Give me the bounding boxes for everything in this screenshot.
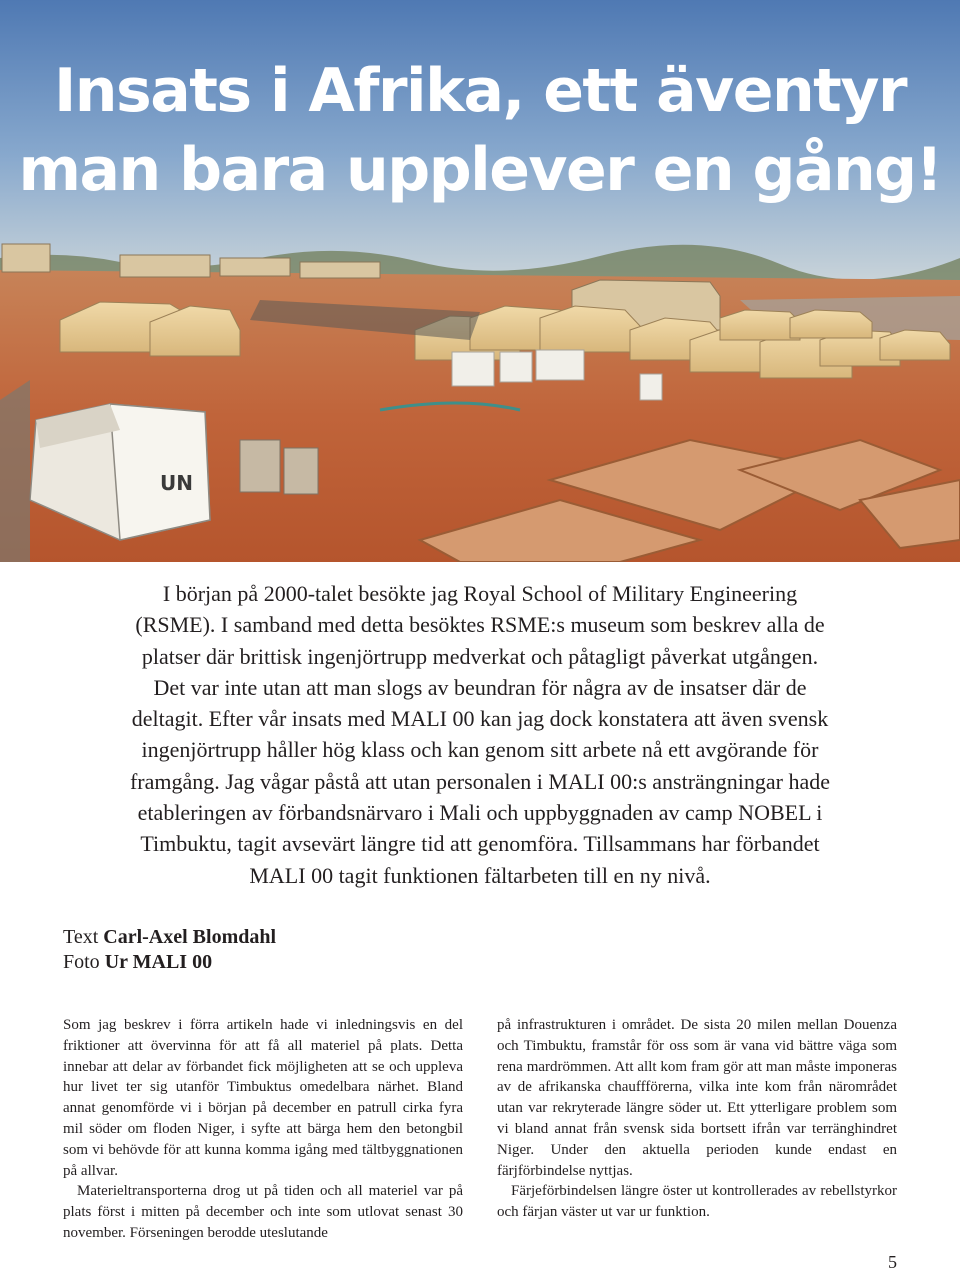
body-paragraph: Materieltransporterna drog ut på tiden och all materiel var på plats först i mitten på december och inte som utlovat senast 30 november. Förseningen berodde uteslutande (63, 1183, 463, 1241)
author-name: Carl-Axel Blomdahl (103, 926, 277, 948)
article-title (0, 52, 960, 210)
intro-line: deltagit. Efter vår insats med MALI 00 kan jag dock konstatera att även svensk (131, 706, 829, 732)
title-line-2: man bara upplever en gång! (18, 135, 942, 205)
title-line-1: Insats i Afrika, ett äventyr (53, 56, 907, 126)
intro-line: I början på 2000-talet besökte jag Royal School of Military Engineering (162, 581, 798, 606)
hero-photo (0, 0, 960, 562)
photographer-name: Ur MALI 00 (104, 951, 213, 973)
text-credit (63, 925, 276, 950)
photo-credit (63, 950, 276, 975)
intro-line: etableringen av förbandsnärvaro i Mali och uppbyggnaden av camp NOBEL i (137, 800, 823, 826)
body-column-right (497, 1015, 897, 1223)
intro-line: platser där brittisk ingenjörtrupp medverkat och påtagligt påverkat utgången. (141, 643, 819, 669)
body-paragraph: Som jag beskrev i förra artikeln hade vi inledningsvis en del friktioner att övervinna för att få all materiel på plats. Detta innebar att delar av förbandet fick möjligheten att se och uppleva hur livet ter sig utanför Timbuktus omedelbara närhet. Bland annat genomförde vi i början på december en patrull cirka fyra mil söder om floden Niger, i syfte att bärga hem den betongbil som vi behövde för att kunna komma igång med tältbyggnationen på allvar. (63, 1017, 463, 1179)
intro-line: Det var inte utan att man slogs av beundran för några av de insatser där de (153, 674, 807, 700)
intro-line: MALI 00 tagit funktionen fältarbeten till en ny nivå. (249, 862, 711, 888)
page-number: 5 (888, 1252, 897, 1272)
body-paragraph: Färjeförbindelsen längre öster ut kontrollerades av rebellstyrkor och färjan väster ut var ur funktion. (497, 1183, 897, 1221)
intro-line: Timbuktu, tagit avsevärt längre tid att genomföra. Tillsammans har förbandet (140, 831, 820, 857)
body-paragraph: på infrastrukturen i området. De sista 20 milen mellan Douenza och Timbuktu, framstår för oss som är vana vid bättre väga som rena mardrömmen. Att allt kom fram gör att man måste imponeras av de afrikanska chauffförerna, vilka inte kom från närområdet utan var rekryterade längre söder ut. Ett ytterligare problem som vi bland annat från svensk sida bortsett ifrån var terränghindret Niger. Under den aktuella perioden kunde endast en färjförbindelse nyttjas. (497, 1017, 897, 1179)
article-credits (63, 925, 276, 975)
container-un-marking: UN (160, 471, 193, 495)
intro-line: framgång. Jag vågar påstå att utan personalen i MALI 00:s ansträngningar hade (129, 768, 831, 794)
body-column-left (63, 1015, 463, 1244)
intro-line: ingenjörtrupp håller hög klass och kan genom sitt arbete nå ett avgörande för (141, 737, 819, 763)
article-intro (84, 578, 876, 891)
photo-credit-label: Foto (63, 951, 100, 973)
text-credit-label: Text (63, 926, 99, 948)
intro-line: (RSME). I samband med detta besöktes RSME:s museum som beskrev alla de (135, 612, 825, 638)
